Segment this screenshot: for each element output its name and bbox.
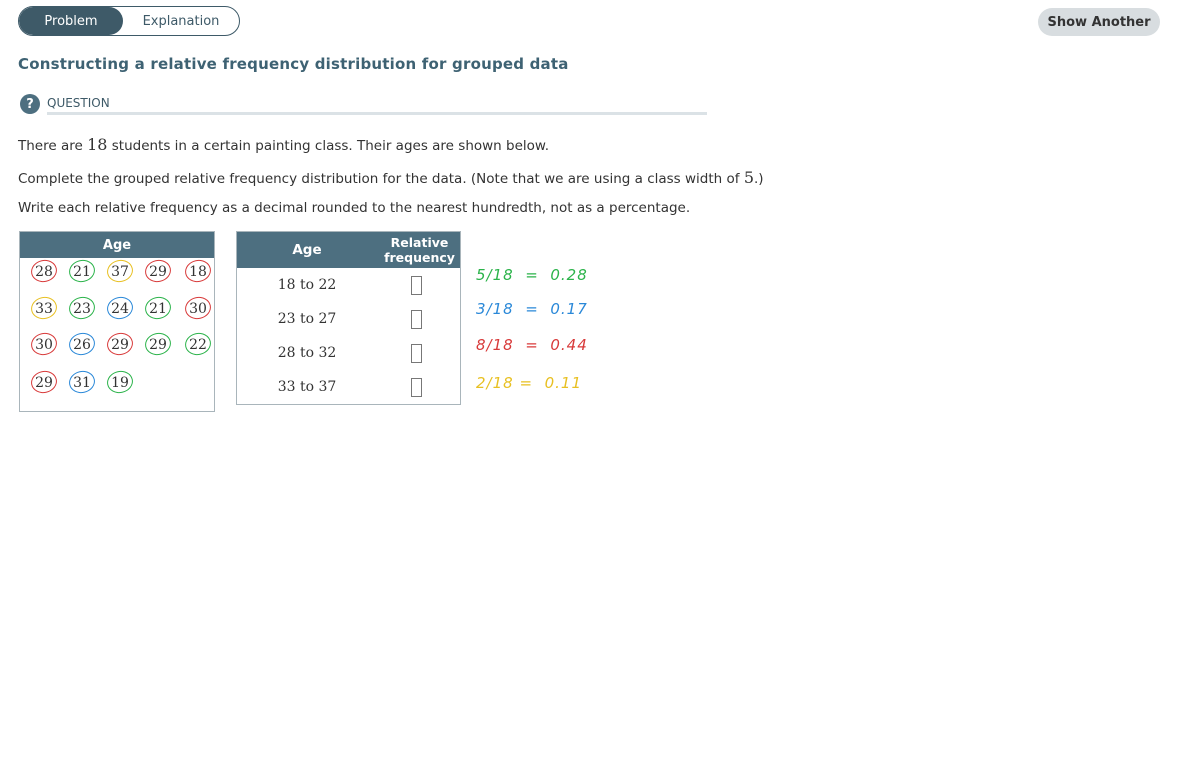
- handwritten-circle: [29, 258, 59, 285]
- age-value: 29: [144, 335, 172, 355]
- relative-frequency-input[interactable]: [411, 344, 422, 363]
- handwritten-circle: [105, 369, 135, 396]
- handwritten-circle: [105, 295, 135, 322]
- age-value: 31: [68, 373, 96, 393]
- age-value: 33: [30, 299, 58, 319]
- handwritten-circle: [183, 331, 213, 358]
- table-row: [237, 370, 460, 404]
- tab-explanation[interactable]: Explanation: [142, 13, 220, 29]
- age-value: 29: [106, 335, 134, 355]
- handwritten-circle: [67, 369, 97, 396]
- age-value: 30: [184, 299, 212, 319]
- age-value: 23: [68, 299, 96, 319]
- handwritten-circle: [29, 369, 59, 396]
- age-value: 24: [106, 299, 134, 319]
- handwritten-circle: [143, 295, 173, 322]
- handwritten-circle: [105, 258, 135, 285]
- handwritten-circle: [29, 331, 59, 358]
- class-label: 18 to 22: [277, 277, 337, 293]
- age-value: 18: [184, 262, 212, 282]
- ages-header: Age: [20, 232, 214, 258]
- rounding-note: Write each relative frequency as a decimal rounded to the nearest hundredth, not as a percentage.: [18, 200, 691, 216]
- class-label: 23 to 27: [277, 311, 337, 327]
- handwritten-circle: [105, 331, 135, 358]
- handwritten-circle: [29, 295, 59, 322]
- handwritten-note-2: 3/18 = 0.17: [476, 300, 588, 318]
- handwritten-circle: [67, 331, 97, 358]
- relative-frequency-input[interactable]: [411, 378, 422, 397]
- age-value: 29: [144, 262, 172, 282]
- handwritten-circle: [183, 258, 213, 285]
- table-row: [237, 302, 460, 336]
- question-divider: [47, 112, 707, 115]
- handwritten-circle: [143, 258, 173, 285]
- problem-explanation-tabs: [18, 6, 240, 36]
- age-value: 29: [30, 373, 58, 393]
- handwritten-note-3: 8/18 = 0.44: [476, 336, 588, 354]
- handwritten-circle: [67, 295, 97, 322]
- age-value: 30: [30, 335, 58, 355]
- question-icon: ?: [20, 94, 40, 114]
- handwritten-circle: [143, 331, 173, 358]
- age-value: 22: [184, 335, 212, 355]
- class-label: 28 to 32: [277, 345, 337, 361]
- age-column-header: Age: [292, 242, 322, 258]
- relative-frequency-table: [236, 231, 461, 405]
- age-value: 37: [106, 262, 134, 282]
- handwritten-circle: [67, 258, 97, 285]
- handwritten-note-4: 2/18 = 0.11: [476, 374, 582, 392]
- age-value: 28: [30, 262, 58, 282]
- class-label: 33 to 37: [277, 379, 337, 395]
- table-row: [237, 268, 460, 302]
- relative-frequency-input[interactable]: [411, 310, 422, 329]
- relative-frequency-input[interactable]: [411, 276, 422, 295]
- table-header: [237, 232, 460, 268]
- handwritten-note-1: 5/18 = 0.28: [476, 266, 588, 284]
- page-title: Constructing a relative frequency distribution for grouped data: [18, 55, 569, 73]
- table-row: [237, 336, 460, 370]
- show-another-button[interactable]: Show Another: [1038, 8, 1160, 36]
- ages-data-box: [19, 231, 215, 412]
- age-value: 21: [144, 299, 172, 319]
- tab-problem[interactable]: Problem: [19, 7, 123, 35]
- age-value: 21: [68, 262, 96, 282]
- question-label: QUESTION: [47, 96, 110, 110]
- handwritten-circle: [183, 295, 213, 322]
- instruction-text: Complete the grouped relative frequency distribution for the data. (Note that we are using a class width of 5.): [18, 168, 764, 187]
- relative-frequency-column-header: Relative frequency: [384, 235, 455, 265]
- age-value: 19: [106, 373, 134, 393]
- intro-text: There are 18 students in a certain painting class. Their ages are shown below.: [18, 135, 549, 154]
- age-value: 26: [68, 335, 96, 355]
